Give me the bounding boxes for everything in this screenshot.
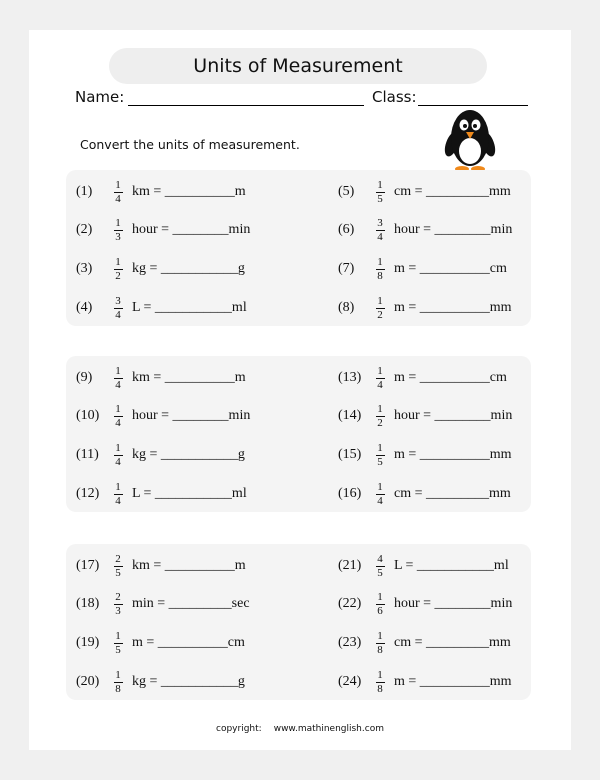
problem-number: (7): [338, 261, 355, 276]
conversion-expression: cm = _________mm: [394, 486, 511, 501]
fraction: $\frac{1}{8}$: [377, 629, 383, 656]
conversion-expression: km = __________m: [132, 558, 246, 573]
fraction: $\frac{1}{4}$: [377, 480, 383, 507]
page-title: Units of Measurement: [109, 48, 487, 84]
conversion-expression: kg = ___________g: [132, 447, 245, 462]
problem-number: (14): [338, 408, 362, 423]
conversion-expression: hour = ________min: [394, 408, 513, 423]
conversion-expression: hour = ________min: [394, 596, 513, 611]
problem-number: (2): [76, 222, 93, 237]
fraction: $\frac{1}{8}$: [115, 668, 121, 695]
conversion-expression: m = __________cm: [394, 370, 507, 385]
class-label: Class:: [372, 88, 417, 106]
fraction: $\frac{1}{3}$: [115, 216, 121, 243]
problem-section-1: [66, 170, 531, 326]
conversion-expression: L = ___________ml: [132, 486, 247, 501]
conversion-expression: m = __________mm: [394, 674, 512, 689]
problem-item: [338, 294, 512, 322]
problem-number: (15): [338, 447, 362, 462]
problem-item: [76, 364, 246, 392]
conversion-expression: km = __________m: [132, 370, 246, 385]
problem-item: [338, 480, 511, 508]
problem-item: [338, 629, 511, 657]
fraction: $\frac{1}{2}$: [377, 294, 383, 321]
fraction: $\frac{1}{4}$: [115, 480, 121, 507]
problem-item: [76, 178, 246, 206]
conversion-expression: m = __________cm: [394, 261, 507, 276]
problem-item: [338, 552, 509, 580]
problem-item: [338, 441, 512, 469]
conversion-expression: kg = ___________g: [132, 674, 245, 689]
problem-item: [338, 402, 512, 430]
problem-number: (6): [338, 222, 355, 237]
problem-number: (12): [76, 486, 100, 501]
problem-item: [76, 216, 250, 244]
problem-item: [76, 552, 246, 580]
conversion-expression: hour = ________min: [132, 408, 251, 423]
problem-number: (21): [338, 558, 362, 573]
problem-number: (1): [76, 184, 93, 199]
conversion-expression: km = __________m: [132, 184, 246, 199]
copyright-label: copyright:: [216, 724, 262, 734]
penguin-icon: [441, 106, 499, 174]
problem-number: (17): [76, 558, 100, 573]
problem-item: [76, 441, 245, 469]
problem-number: (8): [338, 300, 355, 315]
problem-item: [76, 255, 245, 283]
name-label: Name:: [75, 88, 125, 106]
conversion-expression: m = __________mm: [394, 300, 512, 315]
conversion-expression: m = __________mm: [394, 447, 512, 462]
instructions: Convert the units of measurement.: [80, 137, 300, 152]
problem-item: [338, 216, 512, 244]
problem-section-2: [66, 356, 531, 512]
conversion-expression: m = __________cm: [132, 635, 245, 650]
conversion-expression: L = ___________ml: [394, 558, 509, 573]
site-link[interactable]: www.mathinenglish.com: [273, 724, 384, 734]
fraction: $\frac{2}{5}$: [115, 552, 121, 579]
fraction: $\frac{1}{5}$: [377, 178, 383, 205]
problem-item: [338, 255, 507, 283]
fraction: $\frac{1}{6}$: [377, 590, 383, 617]
problem-item: [338, 364, 507, 392]
conversion-expression: L = ___________ml: [132, 300, 247, 315]
worksheet-page: [29, 30, 571, 750]
fraction: $\frac{1}{4}$: [115, 178, 121, 205]
fraction: $\frac{1}{4}$: [377, 364, 383, 391]
problem-number: (22): [338, 596, 362, 611]
conversion-expression: hour = ________min: [394, 222, 513, 237]
problem-item: [76, 294, 247, 322]
fraction: $\frac{1}{4}$: [115, 441, 121, 468]
problem-number: (16): [338, 486, 362, 501]
problem-item: [338, 178, 511, 206]
problem-item: [76, 590, 250, 618]
fraction: $\frac{2}{3}$: [115, 590, 121, 617]
problem-number: (23): [338, 635, 362, 650]
fraction: $\frac{1}{5}$: [115, 629, 121, 656]
fraction: $\frac{1}{5}$: [377, 441, 383, 468]
conversion-expression: cm = _________mm: [394, 635, 511, 650]
fraction: $\frac{3}{4}$: [377, 216, 383, 243]
problem-number: (20): [76, 674, 100, 689]
fraction: $\frac{1}{8}$: [377, 668, 383, 695]
conversion-expression: cm = _________mm: [394, 184, 511, 199]
copyright-footer: [29, 724, 571, 734]
fraction: $\frac{1}{8}$: [377, 255, 383, 282]
problem-section-3: [66, 544, 531, 700]
problem-number: (10): [76, 408, 100, 423]
conversion-expression: hour = ________min: [132, 222, 251, 237]
fraction: $\frac{1}{4}$: [115, 364, 121, 391]
fraction: $\frac{4}{5}$: [377, 552, 383, 579]
problem-item: [338, 668, 512, 696]
problem-item: [76, 480, 247, 508]
problem-number: (9): [76, 370, 93, 385]
fraction: $\frac{1}{2}$: [377, 402, 383, 429]
problem-number: (24): [338, 674, 362, 689]
problem-number: (19): [76, 635, 100, 650]
problem-item: [76, 402, 250, 430]
problem-number: (11): [76, 447, 99, 462]
fraction: $\frac{1}{4}$: [115, 402, 121, 429]
problem-number: (13): [338, 370, 362, 385]
problem-item: [76, 668, 245, 696]
name-blank-line: [128, 105, 364, 106]
problem-number: (5): [338, 184, 355, 199]
conversion-expression: min = _________sec: [132, 596, 250, 611]
conversion-expression: kg = ___________g: [132, 261, 245, 276]
problem-item: [76, 629, 245, 657]
fraction: $\frac{1}{2}$: [115, 255, 121, 282]
problem-number: (18): [76, 596, 100, 611]
problem-item: [338, 590, 512, 618]
problem-number: (3): [76, 261, 93, 276]
problem-number: (4): [76, 300, 93, 315]
fraction: $\frac{3}{4}$: [115, 294, 121, 321]
